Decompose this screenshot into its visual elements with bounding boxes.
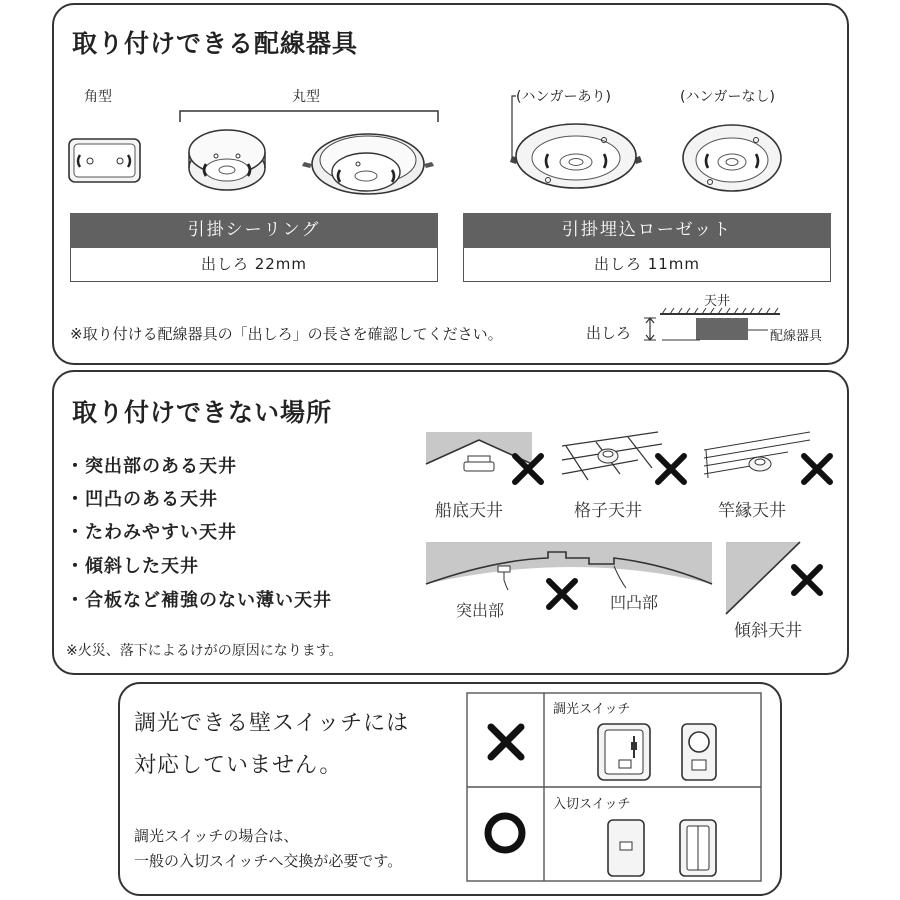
- diagram-device-label: 配線器具: [770, 329, 823, 344]
- ceiling-type-label: 格子天井: [574, 501, 642, 521]
- marugata-large-device-icon: [300, 124, 436, 200]
- cross-icon: [545, 577, 579, 611]
- supported-circle-icon: [482, 810, 528, 856]
- diagram-dashiro-label: 出しろ: [586, 324, 632, 342]
- dashiro-diagram: [640, 306, 780, 346]
- rosette-type-label: 引掛埋込ローゼット: [463, 213, 831, 248]
- marugata-small-device-icon: [186, 126, 268, 194]
- dimmer-switch-label: 調光スイッチ: [553, 702, 631, 717]
- not-supported-cross-icon: [486, 722, 526, 762]
- location-item: ・突出部のある天井: [66, 456, 237, 477]
- dashiro-note: ※取り付ける配線器具の「出しろ」の長さを確認してください。: [70, 325, 503, 343]
- dimmer-note-line1: 調光スイッチの場合は、: [134, 827, 299, 845]
- unevenness-label: 凹凸部: [610, 593, 659, 612]
- protrusion-label: 突出部: [456, 601, 505, 620]
- saobuchi-ceiling-illustration: [702, 432, 812, 494]
- ceiling-type-label: 船底天井: [435, 501, 503, 521]
- diagram-ceiling-label: 天井: [704, 294, 731, 309]
- dimmer-heading-line1: 調光できる壁スイッチには: [134, 711, 410, 736]
- location-item: ・たわみやすい天井: [66, 522, 237, 543]
- section2-title: 取り付けできない場所: [72, 398, 333, 427]
- dimmer-dial-switch-icon: [680, 722, 718, 782]
- dimmer-note-line2: 一般の入切スイッチへ交換が必要です。: [134, 852, 403, 870]
- rosette-with-hanger-icon: [508, 118, 644, 194]
- cross-icon: [790, 563, 824, 597]
- cross-icon: [800, 452, 834, 486]
- koshi-ceiling-illustration: [558, 432, 668, 494]
- fire-warning-note: ※火災、落下によるけがの原因になります。: [66, 643, 343, 659]
- slope-label: 傾斜天井: [734, 621, 802, 641]
- label-hanger-nashi: (ハンガーなし): [680, 89, 775, 105]
- onoff-button-switch-icon: [606, 818, 646, 878]
- label-hanger-ari: (ハンガーあり): [516, 89, 611, 105]
- location-item: ・傾斜した天井: [66, 556, 199, 577]
- rosette-length-value: 出しろ 11mm: [463, 248, 831, 282]
- ceiling-type-label: 竿縁天井: [718, 501, 786, 521]
- cross-icon: [511, 452, 545, 486]
- section1-title: 取り付けできる配線器具: [72, 29, 359, 58]
- ceiling-type-label: 引掛シーリング: [70, 213, 438, 248]
- rosette-without-hanger-icon: [680, 120, 784, 196]
- onoff-rocker-switch-icon: [678, 818, 718, 878]
- location-item: ・凹凸のある天井: [66, 489, 218, 510]
- kakugata-ceiling-device-icon: [68, 138, 142, 184]
- ceiling-length-value: 出しろ 22mm: [70, 248, 438, 282]
- label-marugata: 丸型: [292, 89, 320, 105]
- location-item: ・合板など補強のない薄い天井: [66, 590, 332, 611]
- label-kakugata: 角型: [84, 89, 112, 105]
- onoff-switch-label: 入切スイッチ: [553, 797, 631, 812]
- dimmer-slider-switch-icon: [596, 722, 652, 782]
- dimmer-heading-line2: 対応していません。: [134, 753, 343, 778]
- cross-icon: [654, 452, 688, 486]
